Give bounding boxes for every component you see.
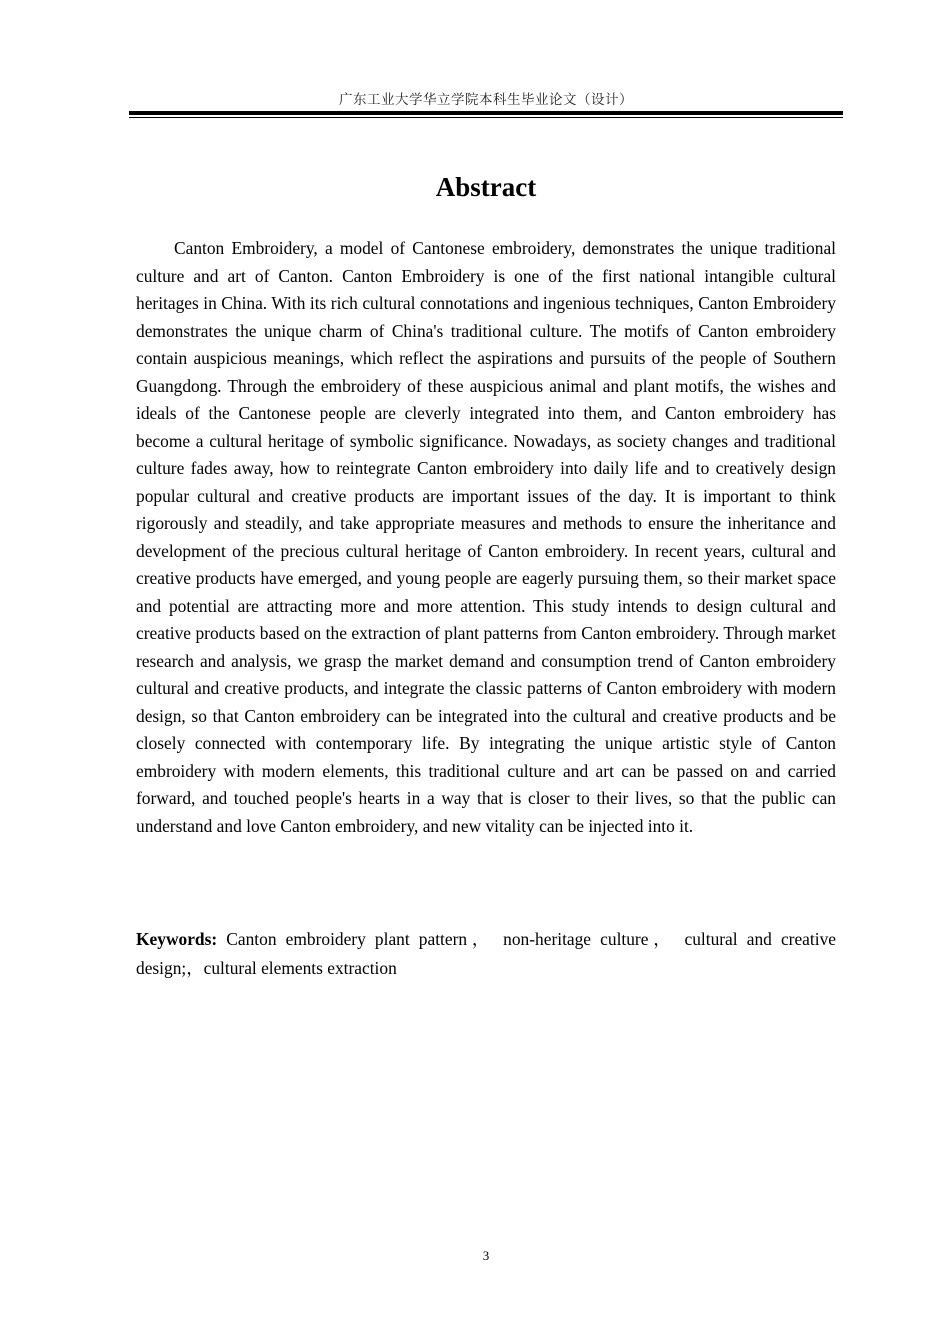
abstract-body: Canton Embroidery, a model of Cantonese embroidery, demonstrates the unique traditional culture and art of Canton. Canton Embroidery is one of the first national intangible cultural heritages in China. With its rich cultural connotations and ingenious techniques, Canton Embroidery demonstrates the unique charm of China's traditional culture. The motifs of Canton embroidery contain auspicious meanings, which reflect the aspirations and pursuits of the people of Southern Guangdong. Through the embroidery of these auspicious animal and plant motifs, the wishes and ideals of the Cantonese people are cleverly integrated into them, and Canton embroidery has become a cultural heritage of symbolic significance. Nowadays, as society changes and traditional culture fades away, how to reintegrate Canton embroidery into daily life and to creatively design popular cultural and creative products are important issues of the day. It is important to think rigorously and steadily, and take appropriate measures and methods to ensure the inheritance and development of the precious cultural heritage of Canton embroidery. In recent years, cultural and creative products have emerged, and young people are eagerly pursuing them, so their market space and potential are attracting more and more attention. This study intends to design cultural and creative products based on the extraction of plant patterns from Canton embroidery. Through market research and analysis, we grasp the market demand and consumption trend of Canton embroidery cultural and creative products, and integrate the classic patterns of Canton embroidery with modern design, so that Canton embroidery can be integrated into the cultural and creative products and be closely connected with contemporary life. By integrating the unique artistic style of Canton embroidery with modern elements, this traditional culture and art can be passed on and carried forward, and touched people's hearts in a way that is closer to their lives, so that the public can understand and love Canton embroidery, and new vitality can be injected into it. [136,238,836,836]
keywords-text: Canton embroidery plant pattern， non-heritage culture， cultural and creative design;，cultural elements extraction [136,929,836,978]
page-number: 3 [482,1248,490,1263]
page-header-title: 广东工业大学华立学院本科生毕业论文（设计） [339,92,633,108]
header-rule-thin [129,117,843,118]
keywords-label: Keywords: [136,929,218,949]
keywords-paragraph [136,925,836,982]
header-rule-thick [129,111,843,115]
abstract-heading: Abstract [435,172,537,202]
